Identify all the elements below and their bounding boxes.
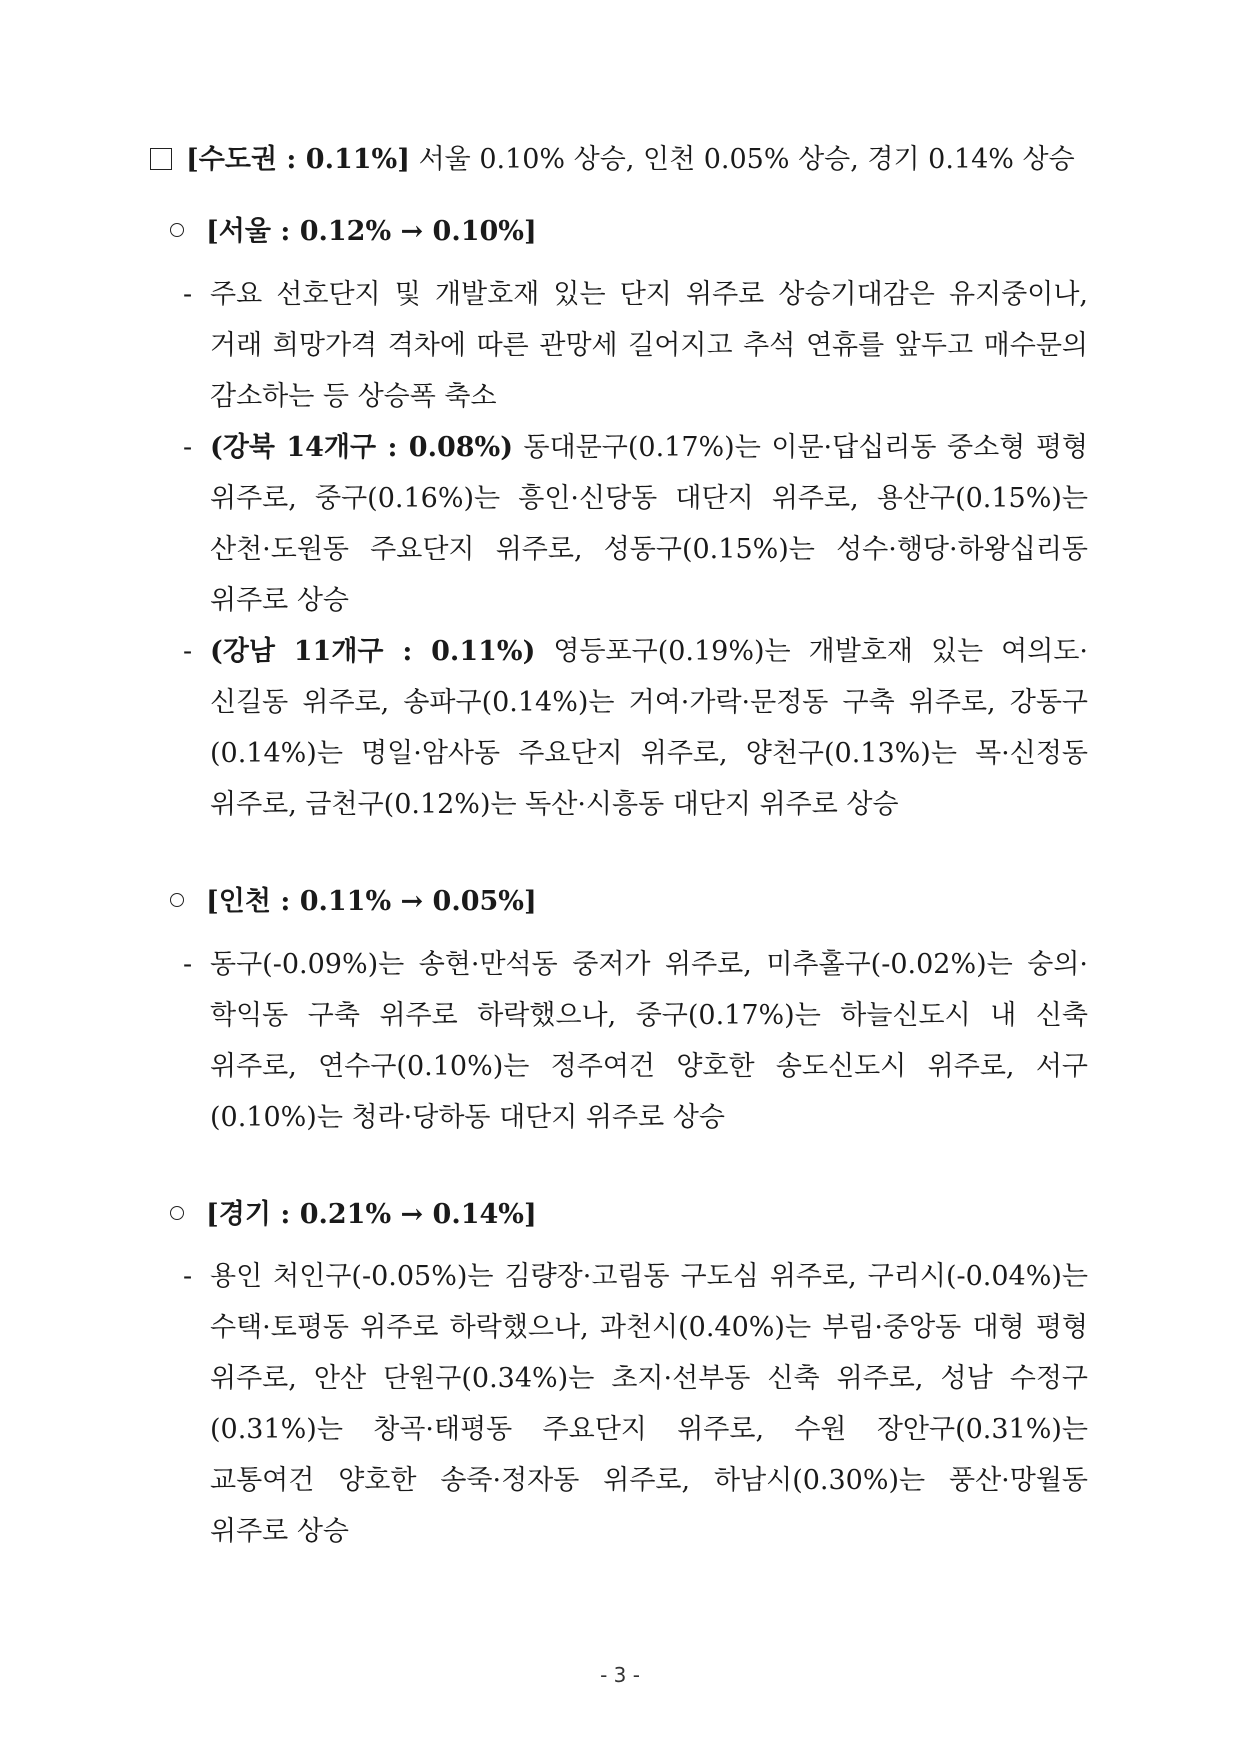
seoul-heading bbox=[170, 212, 537, 252]
section-label: [수도권 : 0.11%] bbox=[186, 144, 410, 175]
seoul-item-gangnam-text: (강남 11개구 : 0.11%) 영등포구(0.19%)는 개발호재 있는 여의도·신길동 위주로, 송파구(0.14%)는 거여·가락·문정동 구축 위주로, 강동구(0.14%)는 명일·암사동 주요단지 위주로, 양천구(0.13%)는 목·신정동 위주로, 금천구(0.12%)는 독산·시흥동 대단지 위주로 상승 bbox=[210, 636, 1088, 820]
checkbox-bullet-icon bbox=[150, 148, 172, 170]
dash-bullet: - bbox=[183, 949, 193, 980]
gangbuk-lead: (강북 14개구 : 0.08%) bbox=[210, 432, 513, 463]
incheon-item-1 bbox=[183, 939, 1088, 1143]
seoul-item-gangnam bbox=[183, 626, 1088, 830]
gyeonggi-heading-text: [경기 : 0.21% → 0.14%] bbox=[206, 1199, 537, 1230]
seoul-item-1 bbox=[183, 269, 1088, 422]
dash-bullet: - bbox=[183, 432, 193, 463]
gyeonggi-item-1-text: 용인 처인구(-0.05%)는 김량장·고림동 구도심 위주로, 구리시(-0.04%)는 수택·토평동 위주로 하락했으나, 과천시(0.40%)는 부림·중앙동 대형 평형 위주로, 안산 단원구(0.34%)는 초지·선부동 신축 위주로, 성남 수정구(0.31%)는 창곡·태평동 주요단지 위주로, 수원 장안구(0.31%)는 교통여건 양호한 송죽·정자동 위주로, 하남시(0.30%)는 풍산·망월동 위주로 상승 bbox=[210, 1261, 1088, 1547]
circle-bullet-icon bbox=[170, 223, 184, 237]
circle-bullet-icon bbox=[170, 1206, 184, 1220]
gyeonggi-item-1 bbox=[183, 1251, 1088, 1557]
seoul-item-1-text: 주요 선호단지 및 개발호재 있는 단지 위주로 상승기대감은 유지중이나, 거래 희망가격 격차에 따른 관망세 길어지고 추석 연휴를 앞두고 매수문의 감소하는 등 상승폭 축소 bbox=[210, 279, 1088, 412]
seoul-item-gangbuk-text: (강북 14개구 : 0.08%) 동대문구(0.17%)는 이문·답십리동 중소형 평형 위주로, 중구(0.16%)는 흥인·신당동 대단지 위주로, 용산구(0.15%)는 산천·도원동 주요단지 위주로, 성동구(0.15%)는 성수·행당·하왕십리동 위주로 상승 bbox=[210, 432, 1088, 616]
page-number: - 3 - bbox=[600, 1663, 640, 1687]
dash-bullet: - bbox=[183, 636, 193, 667]
circle-bullet-icon bbox=[170, 893, 184, 907]
section-summary: 서울 0.10% 상승, 인천 0.05% 상승, 경기 0.14% 상승 bbox=[409, 144, 1075, 175]
gangnam-lead: (강남 11개구 : 0.11%) bbox=[210, 636, 536, 667]
gyeonggi-heading bbox=[170, 1195, 537, 1235]
dash-bullet: - bbox=[183, 1261, 193, 1292]
seoul-item-gangbuk bbox=[183, 422, 1088, 626]
incheon-heading-text: [인천 : 0.11% → 0.05%] bbox=[206, 886, 537, 917]
incheon-item-1-text: 동구(-0.09%)는 송현·만석동 중저가 위주로, 미추홀구(-0.02%)는 숭의·학익동 구축 위주로 하락했으나, 중구(0.17%)는 하늘신도시 내 신축 위주로, 연수구(0.10%)는 정주여건 양호한 송도신도시 위주로, 서구(0.10%)는 청라·당하동 대단지 위주로 상승 bbox=[210, 949, 1088, 1133]
section-heading bbox=[150, 140, 1075, 180]
seoul-heading-text: [서울 : 0.12% → 0.10%] bbox=[206, 216, 537, 247]
incheon-heading bbox=[170, 882, 537, 922]
dash-bullet: - bbox=[183, 279, 193, 310]
